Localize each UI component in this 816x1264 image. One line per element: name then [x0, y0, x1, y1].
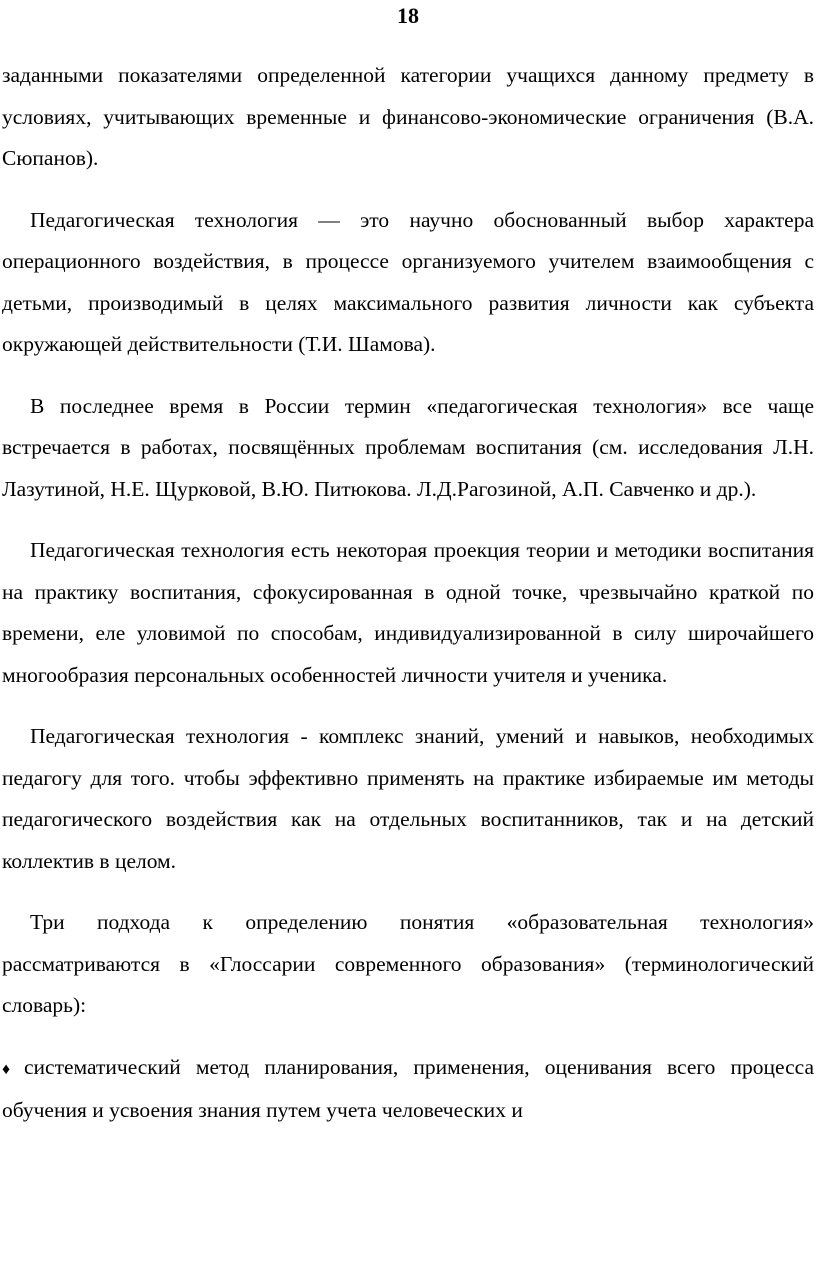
- paragraph-complex: Педагогическая технология - комплекс знаний, умений и навыков, необходимых педагогу для того. чтобы эффективно применять на практике избираемые им методы педагогического воздействия как на отдельных воспитанников, так и на детский коллектив в целом.: [2, 724, 814, 873]
- document-body: [2, 55, 814, 1132]
- paragraph-continuation: заданными показателями определенной категории учащихся данному предмету в условиях, учитывающих временные и финансово-экономические ограничения (В.А. Сюпанов).: [2, 63, 814, 170]
- diamond-bullet-icon: ♦: [2, 1060, 11, 1078]
- bullet-item-text: систематический метод планирования, применения, оценивания всего процесса обучения и усвоения знания путем учета человеческих и: [2, 1054, 814, 1122]
- paragraph-russia-term: В последнее время в России термин «педагогическая технология» все чаще встречается в работах, посвящённых проблемам воспитания (см. исследования Л.Н. Лазутиной, Н.Е. Щурковой, В.Ю. Питюкова. Л.Д.Рагозиной, А.П. Савченко и др.).: [2, 393, 814, 501]
- page-number: 18: [397, 3, 419, 28]
- paragraph-projection: Педагогическая технология есть некоторая проекция теории и методики воспитания на практику воспитания, сфокусированная в одной точке, чрезвычайно краткой по времени, еле уловимой по способам, индивидуализированной в силу широчайшего многообразия персональных особенностей личности учителя и ученика.: [2, 538, 814, 687]
- bullet-item: [2, 1047, 814, 1132]
- paragraph-three-approaches: Три подхода к определению понятия «образовательная технология» рассматриваются в «Глоссарии современного образования» (терминологический словарь):: [2, 910, 814, 1017]
- paragraph-shamova-definition: Педагогическая технология — это научно обоснованный выбор характера операционного воздействия, в процессе организуемого учителем взаимообщения с детьми, производимый в целях максимального развития личности как субъекта окружающей действительности (Т.И. Шамова).: [2, 207, 814, 356]
